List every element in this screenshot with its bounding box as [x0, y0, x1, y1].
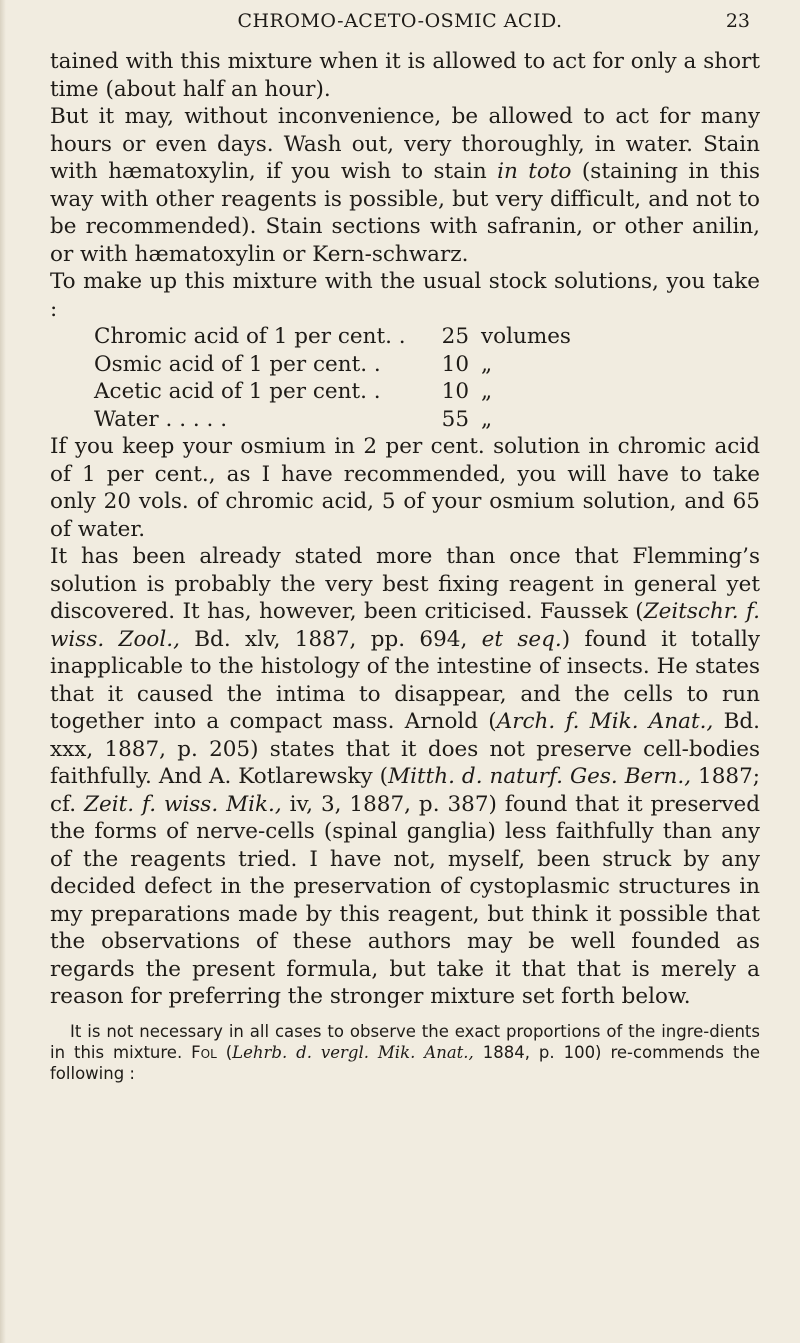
italic-phrase: in toto: [497, 159, 572, 184]
ingredient-name: Water . . . . .: [94, 406, 228, 432]
text-run: iv, 3, 1887, p. 387) found that it preserved the forms of nerve-cells (spinal ganglia) less faithfully than any of the reagents tried. I have not, myself, been struck by any decided defect in the preservation of cystoplasmic structures in my preparations made by this reagent, but think it possible that the observations of these authors may be well founded as regards the present formula, but take it that that is merely a reason for preferring the stronger mixture set forth below.: [50, 791, 760, 1009]
page-number: 23: [725, 10, 750, 32]
ingredient-qty: 10: [441, 351, 469, 377]
ingredient-unit: „: [481, 406, 493, 432]
formula-table: [94, 323, 574, 433]
ingredient-qty: 25: [441, 324, 469, 349]
page-edge: [0, 0, 6, 1343]
page-body: [50, 48, 760, 1084]
citation: Zeitschr. f. wiss. Zool.,: [50, 599, 760, 652]
ingredient-unit: „: [481, 351, 493, 377]
running-head: CHROMO-ACETO-OSMIC ACID.: [237, 10, 563, 32]
paragraph-osmium: If you keep your osmium in 2 per cent. solution in chromic acid of 1 per cent., as I have recommended, you will have to take only 20 vols. of chromic acid, 5 of your osmium solution, and 65 of water.: [50, 434, 760, 542]
footnote: [50, 1021, 760, 1084]
paragraph-intro-formula: To make up this mixture with the usual stock solutions, you take :: [50, 269, 760, 322]
ingredient-name: Osmic acid of 1 per cent. .: [94, 351, 381, 377]
paragraph-staining: [50, 103, 760, 268]
author-name: Fol: [191, 1042, 217, 1062]
footnote-text: [50, 1021, 760, 1084]
ingredient-unit: volumes: [481, 324, 571, 349]
formula-row: [94, 406, 574, 434]
text-run: It has been already stated more than once that Flemming’s solution is probably the very best fixing reagent in general yet discovered. It has, however, been criticised. Faussek (: [50, 544, 760, 624]
ingredient-name: Chromic acid of 1 per cent. .: [94, 324, 406, 349]
citation: Lehrb. d. vergl. Mik. Anat.,: [232, 1042, 474, 1062]
formula-row: [94, 323, 574, 351]
text-run: 1884, p. 100) re-commends the following :: [50, 1042, 760, 1083]
text-run: ) found it totally inapplicable to the histology of the intestine of insects. He states that it caused the intima to disappear, and the cells to run together into a compact mass. Arnold (: [50, 626, 760, 734]
citation: Mitth. d. naturf. Ges. Bern.,: [388, 764, 692, 789]
text-run: (: [216, 1042, 233, 1062]
text-run: (staining in this way with other reagents is possible, but very difficult, and not to be recommended). Stain sections with safranin, or other anilin, or with hæmatoxylin or Kern-schwarz.: [50, 159, 760, 267]
text-run: Bd. xlv, 1887, pp. 694,: [179, 626, 482, 652]
ingredient-qty: 10: [441, 379, 469, 404]
text-run: Bd. xxx, 1887, p. 205) states that it does not preserve cell-bodies faithfully. And A. Kotlarewsky (: [50, 709, 760, 789]
text-run: 1887; cf.: [50, 764, 761, 817]
formula-row: [94, 351, 574, 379]
paragraph-flemming: [50, 543, 760, 1011]
ingredient-name: Acetic acid of 1 per cent. .: [94, 379, 381, 404]
formula-row: [94, 378, 574, 406]
page-header: [50, 8, 750, 38]
citation: Zeit. f. wiss. Mik.,: [84, 791, 282, 817]
paragraph-continuation: tained with this mixture when it is allowed to act for only a short time (about half an hour).: [50, 49, 760, 102]
ingredient-qty: 55: [441, 406, 469, 432]
citation: Arch. f. Mik. Anat.,: [496, 709, 714, 734]
text-run: It is not necessary in all cases to observe the exact proportions of the ingre-dients in this mixture.: [50, 1021, 760, 1062]
citation: et seq.: [481, 626, 562, 652]
text-run: But it may, without inconvenience, be allowed to act for many hours or even days. Wash out, very thoroughly, in water. Stain with hæmatoxylin, if you wish to stain: [50, 104, 760, 184]
ingredient-unit: „: [481, 379, 493, 404]
